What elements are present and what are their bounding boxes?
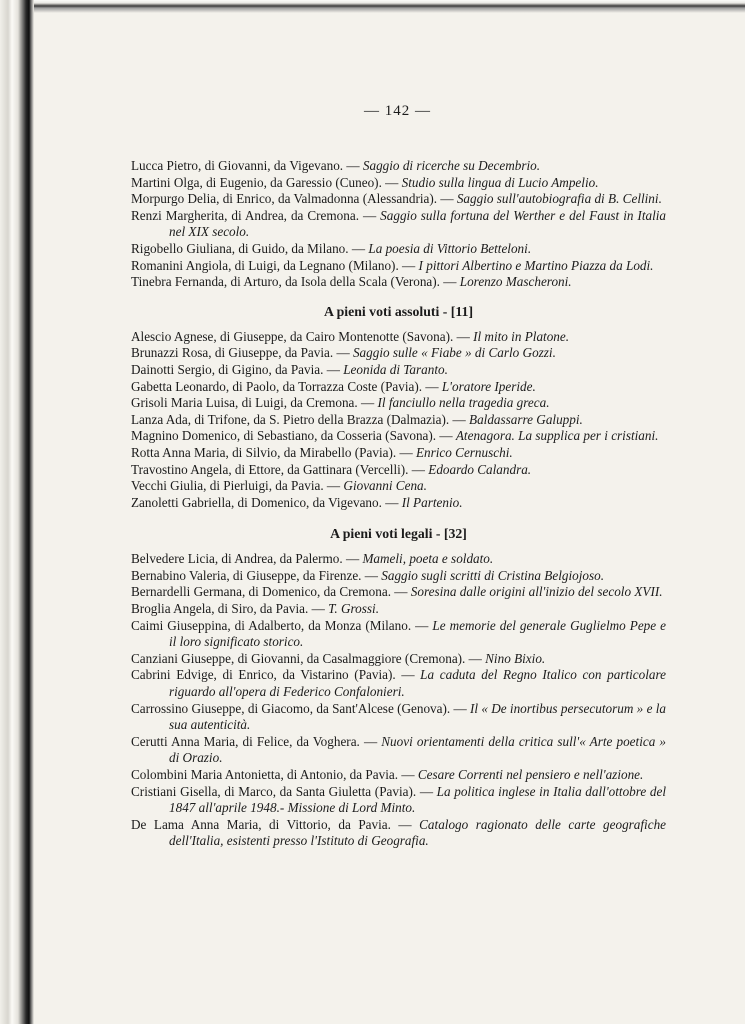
thesis-entry bbox=[131, 329, 666, 346]
entry-work-title: Enrico Cernuschi. bbox=[415, 444, 513, 460]
entry-work-title: L'oratore Iperide. bbox=[441, 378, 536, 394]
entry-author: Rigobello Giuliana, di Guido, da Milano. — bbox=[131, 240, 369, 256]
entry-work-title: La caduta del Regno Italico con particolare riguardo all'opera di Federico Confalonieri. bbox=[169, 667, 666, 700]
section-title-legali: A pieni voti legali - [32] bbox=[330, 526, 467, 542]
entry-author: Carrossino Giuseppe, di Giacomo, da Sant'Alcese (Genova). — bbox=[131, 700, 470, 716]
entry-work-title: Le memorie del generale Guglielmo Pepe e il loro significato storico. bbox=[169, 617, 666, 650]
thesis-entry bbox=[131, 817, 666, 850]
thesis-entry bbox=[131, 551, 666, 568]
entry-author: Colombini Maria Antonietta, di Antonio, da Pavia. — bbox=[131, 767, 418, 782]
thesis-entry bbox=[131, 274, 666, 291]
entry-author: Lanza Ada, di Trifone, da S. Pietro della Brazza (Dalmazia). — bbox=[131, 411, 470, 427]
thesis-entry bbox=[131, 412, 666, 429]
entry-work-title: Il mito in Platone. bbox=[473, 328, 570, 344]
thesis-entry bbox=[131, 651, 666, 668]
entry-author: Cristiani Gisella, di Marco, da Santa Giuletta (Pavia). — bbox=[131, 783, 437, 799]
entry-work-title: Saggio di ricerche su Decembrio. bbox=[362, 158, 541, 173]
entry-work-title: Nino Bixio. bbox=[485, 650, 546, 666]
entry-list-assoluti bbox=[131, 329, 666, 512]
entry-author: Vecchi Giulia, di Pierluigi, da Pavia. — bbox=[131, 478, 344, 494]
entry-work-title: Lorenzo Mascheroni. bbox=[459, 274, 572, 290]
entry-work-title: Saggio sugli scritti di Cristina Belgiojoso. bbox=[381, 567, 604, 583]
entry-work-title: Saggio sulle « Fiabe » di Carlo Gozzi. bbox=[352, 345, 556, 361]
thesis-entry bbox=[131, 734, 666, 767]
thesis-entry bbox=[131, 158, 666, 175]
page-content bbox=[131, 158, 666, 850]
thesis-entry bbox=[131, 478, 666, 495]
thesis-entry bbox=[131, 395, 666, 412]
entry-work-title: Saggio sull'autobiografia di B. Cellini. bbox=[456, 191, 662, 207]
thesis-entry bbox=[131, 241, 666, 258]
entry-work-title: Mameli, poeta e soldato. bbox=[362, 551, 494, 567]
entry-author: Renzi Margherita, di Andrea, da Cremona. — bbox=[131, 207, 381, 223]
thesis-entry bbox=[131, 345, 666, 362]
thesis-entry bbox=[131, 618, 666, 651]
thesis-entry bbox=[131, 362, 666, 379]
thesis-entry bbox=[131, 667, 666, 700]
thesis-entry bbox=[131, 767, 666, 784]
thesis-entry bbox=[131, 379, 666, 396]
entry-author: Belvedere Licia, di Andrea, da Palermo. — bbox=[131, 551, 363, 567]
thesis-entry bbox=[131, 601, 666, 618]
entry-work-title: Cesare Correnti nel pensiero e nell'azione. bbox=[417, 767, 644, 782]
entry-author: Grisoli Maria Luisa, di Luigi, da Cremona. — bbox=[131, 395, 378, 411]
thesis-entry bbox=[131, 208, 666, 241]
entry-author: Alescio Agnese, di Giuseppe, da Cairo Montenotte (Savona). — bbox=[131, 328, 474, 344]
entry-work-title: Studio sulla lingua di Lucio Ampelio. bbox=[401, 174, 599, 190]
entry-list-continued bbox=[131, 158, 666, 291]
entry-author: Morpurgo Delia, di Enrico, da Valmadonna (Alessandria). — bbox=[131, 191, 457, 207]
thesis-entry bbox=[131, 568, 666, 585]
thesis-entry bbox=[131, 495, 666, 512]
entry-author: Travostino Angela, di Ettore, da Gattinara (Vercelli). — bbox=[131, 461, 429, 477]
thesis-entry bbox=[131, 584, 666, 601]
entry-work-title: T. Grossi. bbox=[328, 601, 379, 617]
thesis-entry bbox=[131, 175, 666, 192]
thesis-entry bbox=[131, 191, 666, 208]
entry-author: Cabrini Edvige, di Enrico, da Vistarino (Pavia). — bbox=[131, 667, 421, 683]
thesis-entry bbox=[131, 445, 666, 462]
page-number: — 142 — bbox=[364, 103, 431, 119]
entry-work-title: Soresina dalle origini all'inizio del secolo XVII. bbox=[410, 584, 663, 600]
entry-author: Tinebra Fernanda, di Arturo, da Isola della Scala (Verona). — bbox=[131, 274, 460, 290]
entry-work-title: Il « De inortibus persecutorum » e la sua autenticità. bbox=[169, 700, 666, 733]
entry-author: De Lama Anna Maria, di Vittorio, da Pavia. — bbox=[131, 816, 420, 832]
entry-work-title: Saggio sulla fortuna del Werther e del Faust in Italia nel XIX secolo. bbox=[169, 207, 667, 240]
thesis-entry bbox=[131, 258, 666, 275]
entry-author: Magnino Domenico, di Sebastiano, da Cosseria (Savona). — bbox=[131, 428, 456, 444]
entry-list-legali bbox=[131, 551, 666, 850]
entry-work-title: Nuovi orientamenti della critica sull'« Arte poetica » di Orazio. bbox=[169, 733, 667, 766]
thesis-entry bbox=[131, 428, 666, 445]
entry-author: Caimi Giuseppina, di Adalberto, da Monza (Milano. — bbox=[131, 617, 433, 633]
entry-author: Brunazzi Rosa, di Giuseppe, da Pavia. — bbox=[131, 345, 353, 361]
thesis-entry bbox=[131, 784, 666, 817]
thesis-entry bbox=[131, 462, 666, 479]
book-binding-shadow bbox=[0, 0, 34, 1024]
entry-work-title: Giovanni Cena. bbox=[343, 478, 427, 494]
entry-work-title: La politica inglese in Italia dall'ottobre del 1847 all'aprile 1948.- Missione di Lord Minto. bbox=[169, 783, 667, 816]
entry-work-title: Edoardo Calandra. bbox=[428, 461, 532, 477]
thesis-entry bbox=[131, 701, 666, 734]
entry-author: Bernardelli Germana, di Domenico, da Cremona. — bbox=[131, 584, 411, 600]
entry-work-title: Baldassarre Galuppi. bbox=[469, 411, 583, 427]
entry-author: Romanini Angiola, di Luigi, da Legnano (Milano). — bbox=[131, 257, 419, 273]
entry-work-title: Il fanciullo nella tragedia greca. bbox=[377, 395, 550, 411]
entry-author: Zanoletti Gabriella, di Domenico, da Vigevano. — bbox=[131, 494, 402, 510]
entry-author: Martini Olga, di Eugenio, da Garessio (Cuneo). — bbox=[131, 174, 402, 190]
page-top-edge bbox=[0, 0, 745, 16]
entry-work-title: Catalogo ragionato delle carte geografiche dell'Italia, esistenti presso l'Istituto di Geografia. bbox=[169, 816, 667, 849]
entry-author: Dainotti Sergio, di Gigino, da Pavia. — bbox=[131, 361, 344, 377]
entry-author: Rotta Anna Maria, di Silvio, da Mirabello (Pavia). — bbox=[131, 444, 416, 460]
entry-work-title: Il Partenio. bbox=[401, 494, 463, 510]
entry-work-title: I pittori Albertino e Martino Piazza da Lodi. bbox=[418, 257, 654, 273]
entry-author: Bernabino Valeria, di Giuseppe, da Firenze. — bbox=[131, 567, 382, 583]
entry-author: Canziani Giuseppe, di Giovanni, da Casalmaggiore (Cremona). — bbox=[131, 650, 486, 666]
entry-author: Gabetta Leonardo, di Paolo, da Torrazza Coste (Pavia). — bbox=[131, 378, 442, 394]
entry-work-title: La poesia di Vittorio Betteloni. bbox=[368, 240, 532, 256]
entry-author: Cerutti Anna Maria, di Felice, da Voghera. — bbox=[131, 733, 382, 749]
entry-work-title: Atenagora. La supplica per i cristiani. bbox=[455, 428, 659, 444]
entry-author: Lucca Pietro, di Giovanni, da Vigevano. — bbox=[131, 158, 363, 173]
entry-author: Broglia Angela, di Siro, da Pavia. — bbox=[131, 601, 329, 617]
entry-work-title: Leonida di Taranto. bbox=[343, 361, 448, 377]
section-title-assoluti: A pieni voti assoluti - [11] bbox=[323, 303, 474, 319]
